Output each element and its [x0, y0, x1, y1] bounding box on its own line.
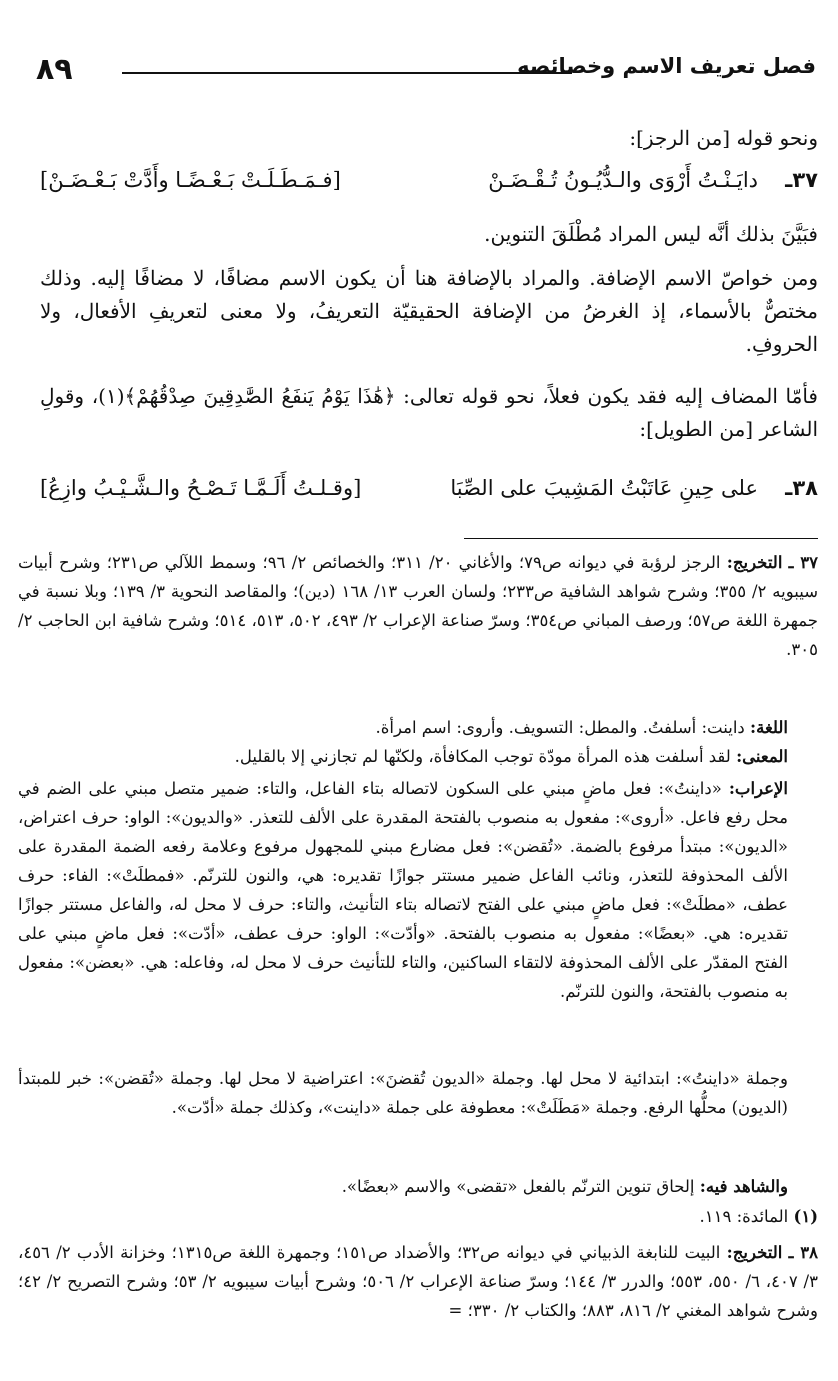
- takhrij-label: التخريج:: [726, 1243, 783, 1262]
- footnote-1: [18, 1202, 818, 1231]
- chapter-title: فصل تعريف الاسم وخصائصه: [517, 54, 816, 78]
- verse-number: ٣٧ـ: [785, 168, 818, 192]
- verse-number: ٣٨ـ: [785, 476, 818, 500]
- footnote-37-jumal: [18, 1064, 788, 1122]
- explanation-line: فبَيَّنَ بذلك أنَّه ليس المراد مُطْلَقَ التنوين.: [484, 222, 818, 246]
- shahid-label: والشاهد فيه:: [699, 1177, 788, 1196]
- verse-second-hemistich: [وقـلـتُ أَلَـمَّـا تَـصْـحُ والـشَّـيْـبُ وازِعُ]: [40, 476, 362, 500]
- takhrij-text: البيت للنابغة الذبياني في ديوانه ص٣٢؛ والأضداد ص١٥١؛ وجمهرة اللغة ص١٣١٥؛ وخزانة الأدب ٢/ ٤٥٦، ٣/ ٤٠٧، ٦/ ٥٥٠، ٥٥٣؛ والدرر ٣/ ١٤٤؛ وسرّ صناعة الإعراب ٢/ ٥٠٦؛ وشرح أبيات سيبويه ٢/ ٥٣؛ وشرح التصريح ٢/ ٤٢؛ وشرح شواهد المغني ٢/ ٨١٦، ٨٨٣؛ والكتاب ٢/ ٣٣٠؛ =: [18, 1243, 818, 1320]
- mana-label: المعنى:: [736, 747, 788, 766]
- irab-label: الإعراب:: [728, 779, 788, 798]
- footnote-text: المائدة: ١١٩.: [699, 1207, 789, 1226]
- verse-second-hemistich: [فـمَـطَـلَـتْ بَـعْـضًـا وأَدَّتْ بَـعْـضَـنْ]: [40, 168, 341, 192]
- intro-line: ونحو قوله [من الرجز]:: [629, 126, 818, 150]
- verse-first-hemistich: دايَـنْـتُ أَرْوَى والـدُّيُـونُ تُـقْـضَـنْ: [488, 168, 758, 192]
- footnote-37-lugha: [18, 713, 788, 742]
- footnote-separator: [464, 538, 818, 539]
- mana-text: لقد أسلفت هذه المرأة مودّة توجب المكافأة، ولكنّها لم تجازني إلا بالقليل.: [234, 747, 731, 766]
- shahid-text: إلحاق تنوين الترنّم بالفعل «تقضى» والاسم «بعضًا».: [341, 1177, 695, 1196]
- footnote-37-shahid: [18, 1172, 788, 1201]
- irab-text: «داينتُ»: فعل ماضٍ مبني على السكون لاتصاله بتاء الفاعل، والتاء: ضمير متصل مبني على الضم في محل رفع فاعل. «أروى»: مفعول به منصوب بالفتحة المقدرة على الألف للتعذر. «والديون»: الواو: حرف اعتراض، «الديون»: مبتدأ مرفوع بالضمة. «تُقضن»: فعل مضارع مبني للمجهول مرفوع وعلامة رفعه الضمة المقدرة على الألف المحذوفة للتعذر، ونائب الفاعل ضمير مستتر جوازًا تقديره: هي، والنون للترنّم. «فمطلَتْ»: الفاء: حرف عطف، «مطلَتْ»: فعل ماضٍ مبني على الفتح لاتصاله بتاء التأنيث، والتاء: حرف لا محل له، والفاعل مستتر جوازًا تقديره: هي. «بعضًا»: مفعول به منصوب بالفتحة. «وأدّت»: الواو: حرف عطف، «أدّت»: فعل ماضٍ مبني على الفتح المقدّر على الألف المحذوفة لالتقاء الساكنين، والتاء للتأنيث حرف لا محل له، وفاعله: هي. «بعضن»: مفعول به منصوب بالفتحة، والنون للترنّم.: [18, 779, 788, 1001]
- lugha-label: اللغة:: [750, 718, 788, 737]
- verse-first-hemistich: على حِينِ عَاتَبْتُ المَشِيبَ على الصِّبَا: [450, 476, 758, 500]
- verse-37: [40, 168, 818, 208]
- jumal-text: وجملة «داينتُ»: ابتدائية لا محل لها. وجملة «الديون تُقضنَ»: اعتراضية لا محل لها. وجملة «تُقضن»: خبر للمبتدأ (الديون) محلُّها الرفع. وجملة «مَطَلَتْ»: معطوفة على جملة «داينت»، وكذلك جملة «أدّت».: [18, 1069, 788, 1117]
- takhrij-text: الرجز لرؤبة في ديوانه ص٧٩؛ والأغاني ٢٠/ ٣١١؛ والخصائص ٢/ ٩٦؛ وسمط اللآلي ص٢٣١؛ وشرح أبيات سيبويه ٢/ ٣٥٥؛ وشرح شواهد الشافية ص٢٣٣؛ ولسان العرب ١٣/ ١٦٨ (دين)؛ والمقاصد النحوية ٣/ ١٣٩؛ وبلا نسبة في جمهرة اللغة ص٥٧؛ ورصف المباني ص٣٥٤؛ وسرّ صناعة الإعراب ٢/ ٤٩٣، ٥٠٢، ٥١٣، ٥١٤؛ وشرح شافية ابن الحاجب ٢/ ٣٠٥.: [18, 553, 819, 659]
- takhrij-label: التخريج:: [726, 553, 783, 572]
- footnote-37-takhrij: [18, 548, 818, 664]
- footnote-number: ٣٨ ـ: [788, 1243, 819, 1262]
- footnote-38-takhrij: [18, 1238, 818, 1325]
- footnote-number: ٣٧ ـ: [788, 553, 818, 572]
- verse-38: [40, 476, 818, 516]
- lugha-text: داينت: أسلفتُ. والمطل: التسويف. وأروى: اسم امرأة.: [375, 718, 745, 737]
- page-number: ٨٩: [36, 52, 73, 87]
- footnote-number: (١): [793, 1207, 818, 1226]
- footnote-37-irab: [18, 774, 788, 1006]
- main-text: [40, 0, 818, 540]
- footnote-37-mana: [18, 742, 788, 771]
- paragraph-idafa: ومن خواصّ الاسم الإضافة. والمراد بالإضافة هنا أن يكون الاسم مضافًا، لا مضافًا إليه. وذلك مختصٌّ بالأسماء، إذ الغرضُ من الإضافة الحقيقيّة التعريفُ، ولا معنى لتعريفِ الأفعال، ولا الحروفِ.: [40, 266, 818, 356]
- paragraph-verb-idafa: فأمّا المضاف إليه فقد يكون فعلاً، نحو قوله تعالى: ﴿هَٰذَا يَوْمُ يَنفَعُ الصَّٰدِقِينَ صِدْقُهُمْ﴾(١)، وقولِ الشاعر [من الطويل]:: [40, 384, 818, 441]
